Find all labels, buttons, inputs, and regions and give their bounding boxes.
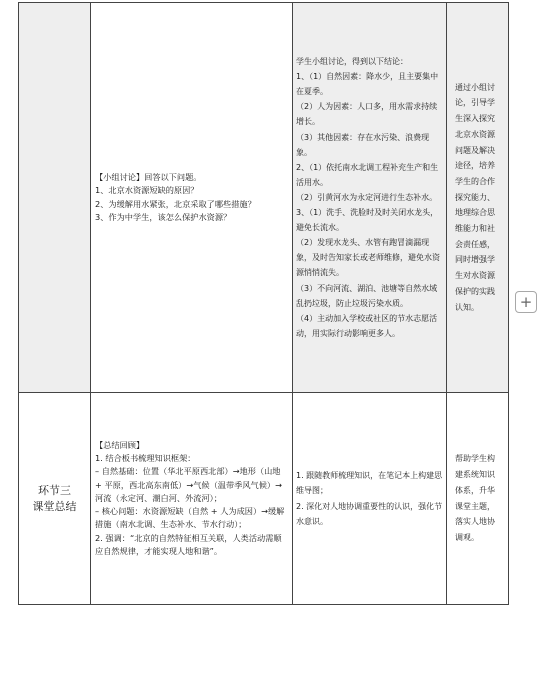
paragraph: 2. 强调：“北京的自然特征相互关联，人类活动需顺应自然规律，才能实现人地和谐”。: [95, 532, 282, 557]
add-row-button[interactable]: +: [515, 291, 537, 313]
design-intent-cell: [447, 3, 509, 393]
student-activity-text: [293, 54, 446, 341]
teacher-activity-cell: [91, 3, 293, 393]
teacher-activity-text: [91, 439, 292, 559]
student-activity-cell: [293, 3, 447, 393]
paragraph: （2）人为因素：人口多，用水需求持续增长。: [296, 102, 438, 127]
design-intent-cell: [447, 393, 509, 605]
paragraph: 3、作为中学生，该怎么保护水资源？: [95, 211, 232, 222]
paragraph: （3）其他因素：存在水污染、浪费现象。: [296, 132, 430, 157]
paragraph: （2）发现水龙头、水管有跑冒滴漏现象，及时告知家长或老师维修，避免水资源悄悄流失。: [296, 238, 440, 278]
teacher-activity-cell: [91, 393, 293, 605]
paragraph: 学生小组讨论，得到以下结论：: [296, 57, 408, 67]
paragraph: – 自然基础：位置（华北平原西北部）→地形（山地 + 平原，西北高东南低）→气候（温带季风气候）→河流（永定河、潮白河、外流河）；: [95, 466, 282, 503]
paragraph: （3）不向河流、湖泊、池塘等自然水域乱扔垃圾，防止垃圾污染水质。: [296, 283, 438, 308]
paragraph: （4）主动加入学校或社区的节水志愿活动，用实际行动影响更多人。: [296, 313, 438, 338]
paragraph: 1. 结合板书梳理知识框架：: [95, 452, 196, 463]
paragraph: 1、北京水资源短缺的原因？: [95, 185, 199, 196]
paragraph: 1. 跟随教师梳理知识，在笔记本上构建思维导图；: [296, 471, 443, 496]
paragraph: 通过小组讨论，引导学生深入探究北京水资源问题及解决途径，培养学生的合作探究能力、地理综合思维能力和社会责任感，同时增强学生对水资源保护的实践认知。: [455, 82, 495, 312]
paragraph: 2、为缓解用水紧张，北京采取了哪些措施？: [95, 198, 256, 209]
stage-cell: [19, 393, 91, 605]
paragraph: 【小组讨论】回答以下问题。: [95, 171, 202, 182]
teacher-activity-text: [91, 171, 292, 224]
student-activity-cell: [293, 393, 447, 605]
paragraph: 帮助学生构建系统知识体系，升华课堂主题，落实人地协调观。: [455, 454, 495, 542]
student-activity-text: [293, 468, 446, 528]
paragraph: 3、（1）洗手、洗脸时及时关闭水龙头，避免长流水。: [296, 208, 439, 233]
design-intent-text: [447, 451, 508, 545]
paragraph: 2. 深化对人地协调重要性的认识，强化节水意识。: [296, 501, 443, 526]
stage-label: 环节三 课堂总结: [32, 483, 77, 513]
paragraph: （2）引黄河水为永定河进行生态补水。: [296, 192, 438, 202]
paragraph: 2、（1）依托南水北调工程补充生产和生活用水。: [296, 162, 439, 187]
lesson-plan-table: [18, 2, 509, 605]
table-row: [19, 393, 509, 605]
paragraph: – 核心问题：水资源短缺（自然 + 人为成因）→缓解措施（南水北调、生态补水、节水行动）；: [95, 506, 285, 530]
table-row: [19, 3, 509, 393]
design-intent-text: [447, 80, 508, 316]
paragraph: 1、（1）自然因素：降水少，且主要集中在夏季。: [296, 72, 439, 97]
paragraph: 【总结回顾】: [95, 439, 145, 450]
stage-cell: [19, 3, 91, 393]
